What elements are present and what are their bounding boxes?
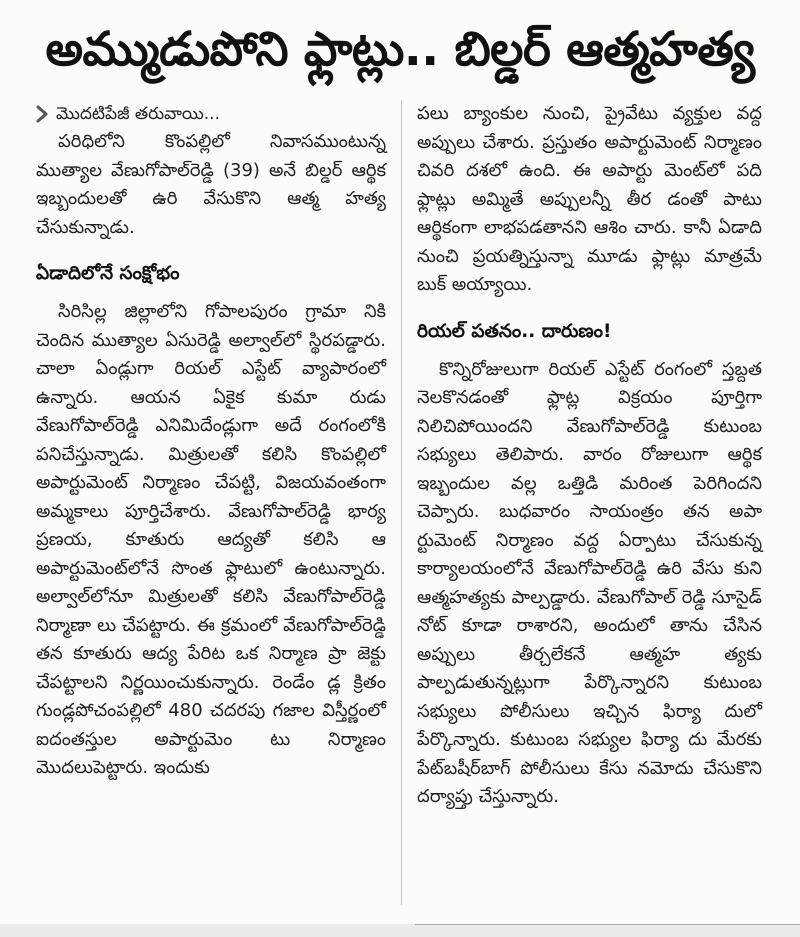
body-paragraph-right: కొన్నిరోజులుగా రియల్ ఎస్టేట్ రంగంలో స్తబ్దత నెలకొనడంతో ఫ్లాట్ల విక్రయం పూర్తిగా నిలిచిపోయిందని వేణుగోపాల్‌రెడ్డి కుటుంబ సభ్యులు తెలిపారు. వారం రోజులుగా ఆర్థిక ఇబ్బందుల వల్ల ఒత్తిడి మరింత పెరిగిందని చెప్పారు. బుధవారం సాయంత్రం తన అపా ర్టుమెంట్ నిర్మాణం వద్ద ఏర్పాటు చేసుకున్న కార్యాలయంలోనే వేణుగోపాల్‌రెడ్డి ఉరి వేసు కుని ఆత్మహత్యకు పాల్పడ్డారు. వేణుగోపాల్ రెడ్డి సూసైడ్ నోట్ కూడా రాశారని, అందులో తాను చేసిన అప్పులు తీర్చలేకనే ఆత్మహ త్యకు పాల్పడుతున్నట్లుగా పేర్కొన్నారని కుటుంబ సభ్యులు పోలీసులు ఇచ్చిన ఫిర్యా దులో పేర్కొన్నారు. కుటుంబ సభ్యుల ఫిర్యా దు మేరకు పేట్‌బషీర్‌బాగ్ పోలీసులు కేసు నమోదు చేసుకొని దర్యాప్తు చేస్తున్నారు. (417, 358, 762, 807)
intro-paragraph: పరిధిలోని కొంపల్లిలో నివాసముంటున్న ముత్యాల వేణుగోపాల్‌రెడ్డి (39) అనే బిల్డర్ ఆర్థిక ఇబ్బందులతో ఉరి వేసుకొని ఆత్మ హత్య చేసుకున్నాడు. (36, 131, 386, 238)
body-paragraph-right-top: పలు బ్యాంకుల నుంచి, ప్రైవేటు వ్యక్తుల వద్ద అప్పులు చేశారు. ప్రస్తుతం అపార్టుమెంట్ నిర్మాణం చివరి దశలో ఉంది. ఈ అపార్టు మెంట్‌లో పది ఫ్లాట్లు అమ్మితే అప్పులన్నీ తీర డంతో పాటు ఆర్థికంగా లాభపడతానని ఆశిం చారు. కానీ ఏడాది నుంచి ప్రయత్నిస్తున్నా మూడు ఫ్లాట్లు మాత్రమే బుక్ అయ్యాయి. (417, 103, 762, 295)
bottom-rule-line (415, 924, 800, 925)
continuation-marker (36, 100, 386, 128)
chevron-right-icon (36, 104, 48, 124)
subheading-real-estate-fall: రియల్ పతనం.. దారుణం! (417, 320, 612, 342)
body-paragraph-left: సిరిసిల్ల జిల్లాలోని గోపాలపురం గ్రామా నికి చెందిన ముత్యాల ఏసురెడ్డి అల్వాల్‌లో స్థిరపడ్డారు. చాలా ఏండ్లుగా రియల్ ఎస్టేట్ వ్యాపారంలో ఉన్నారు. ఆయన ఏకైక కుమా రుడు వేణుగోపాల్‌రెడ్డి ఎనిమిదేండ్లుగా అదే రంగంలోకి పనిచేస్తున్నాడు. మిత్రులతో కలిసి కొంపల్లిలో అపార్టుమెంట్ నిర్మాణం చేపట్టి, విజయవంతంగా అమ్మకాలు పూర్తిచేశారు. వేణుగోపాల్‌రెడ్డి భార్య ప్రణయ, కూతురు ఆద్యతో కలిసి ఆ అపార్టుమెంట్‌లోనే సొంత ఫ్లాటులో ఉంటున్నారు. అల్వాల్‌లోనూ మిత్రులతో కలిసి వేణుగోపాల్‌రెడ్డి నిర్మాణా లు చేపట్టారు. ఈ క్రమంలో వేణుగోపాల్‌రెడ్డి తన కూతురు ఆద్య పేరిట ఒక నిర్మాణ ప్రా జెక్టు చేపట్టాలని నిర్ణయించుకున్నారు. రెండేం డ్ల క్రితం గుండ్లపోచంపల్లిలో 480 చదరపు గజాల విస్తీర్ణంలో ఐదంతస్తుల అపార్టుమెం టు నిర్మాణం మొదలుపెట్టారు. ఇందుకు (36, 301, 386, 778)
subheading-crisis: ఏడాదిలోనే సంక్షోభం (36, 263, 180, 284)
article-column-right (417, 100, 762, 812)
article-column-left (36, 100, 386, 783)
continuation-label: మొదటిపేజీ తరువాయి... (56, 103, 220, 124)
column-divider (401, 100, 402, 905)
bottom-edge (0, 924, 800, 937)
article-headline: అమ్ముడుపోని ఫ్లాట్లు.. బిల్డర్ ఆత్మహత్య (45, 21, 755, 77)
